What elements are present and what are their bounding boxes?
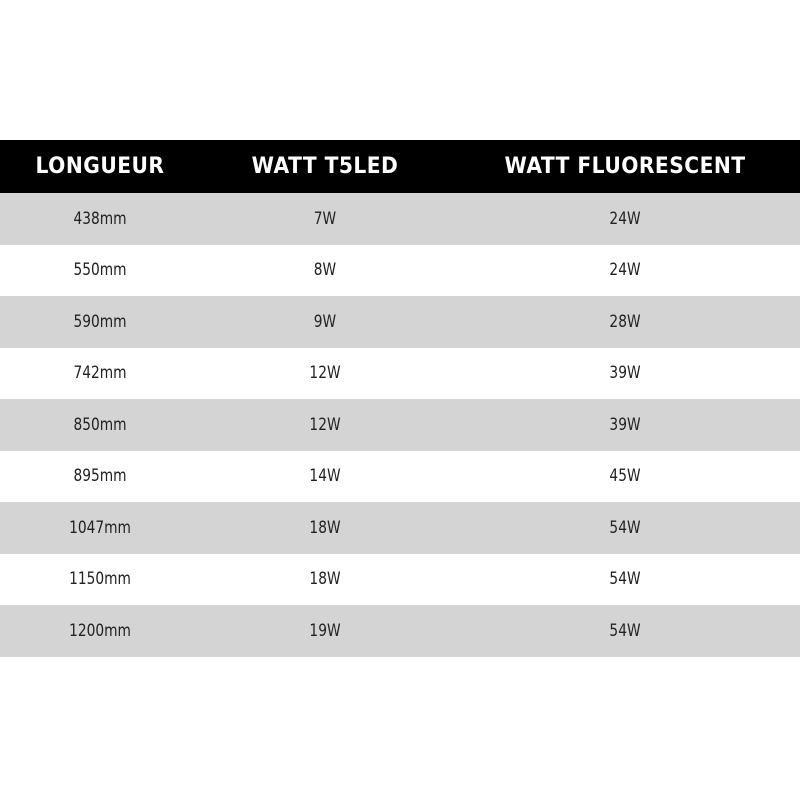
cell-longueur: 850mm [73,414,127,435]
cell-watt-fluorescent: 39W [609,363,641,384]
cell-watt-t5led: 18W [309,517,341,538]
table-row [0,605,800,657]
cell-longueur: 895mm [73,466,127,487]
table-row [0,245,800,297]
cell-watt-t5led: 12W [309,363,341,384]
cell-watt-t5led: 14W [309,466,341,487]
table-row [0,348,800,400]
header-watt-fluorescent: WATT FLUORESCENT [504,154,746,179]
cell-watt-fluorescent: 24W [609,260,641,281]
cell-watt-fluorescent: 45W [609,466,641,487]
cell-longueur: 590mm [73,311,127,332]
cell-longueur: 438mm [73,208,127,229]
cell-watt-t5led: 9W [313,311,337,332]
table-row [0,554,800,606]
cell-longueur: 742mm [73,363,127,384]
spec-table [0,140,800,657]
cell-watt-fluorescent: 28W [609,311,641,332]
cell-watt-fluorescent: 54W [609,569,641,590]
cell-watt-fluorescent: 24W [609,208,641,229]
cell-longueur: 1047mm [69,517,131,538]
cell-longueur: 1200mm [69,620,131,641]
cell-watt-fluorescent: 39W [609,414,641,435]
table-row [0,451,800,503]
cell-watt-t5led: 8W [313,260,337,281]
table-row [0,399,800,451]
table-row [0,296,800,348]
cell-watt-t5led: 19W [309,620,341,641]
cell-longueur: 550mm [73,260,127,281]
cell-watt-fluorescent: 54W [609,517,641,538]
table-header-row [0,140,800,193]
cell-watt-t5led: 7W [313,208,337,229]
table-row [0,502,800,554]
cell-watt-t5led: 18W [309,569,341,590]
cell-longueur: 1150mm [69,569,131,590]
header-longueur: LONGUEUR [35,154,165,179]
header-watt-t5led: WATT T5LED [251,154,399,179]
table-row [0,193,800,245]
cell-watt-fluorescent: 54W [609,620,641,641]
cell-watt-t5led: 12W [309,414,341,435]
